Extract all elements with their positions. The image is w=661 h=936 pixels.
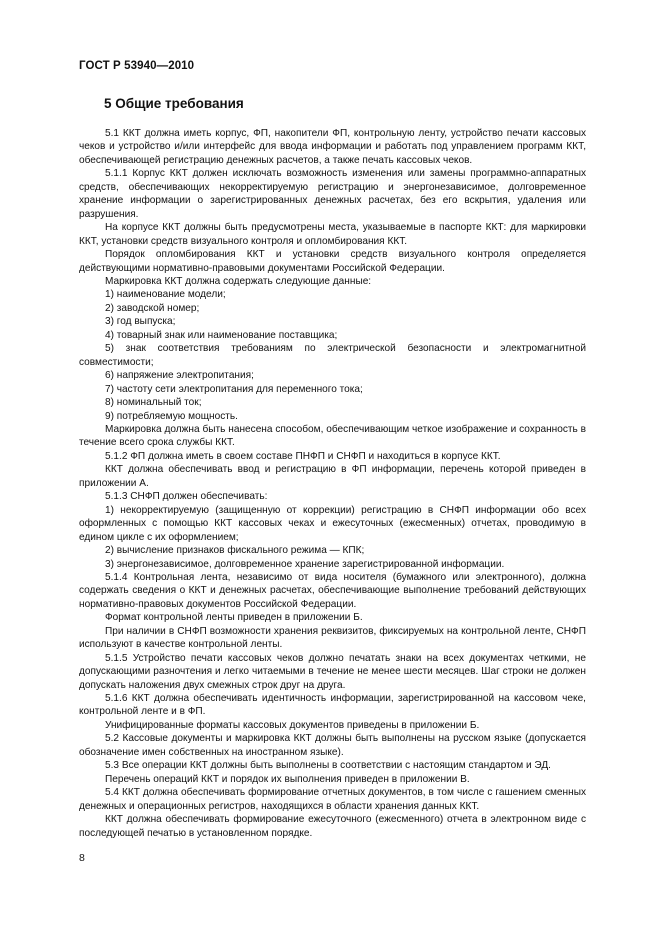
paragraph-5-1-6: 5.1.6 ККТ должна обеспечивать идентичность информации, зарегистрированной на кассовом чеке, контрольной ленте и в ФП. [79,693,586,718]
marking-list-item: 5) знак соответствия требованиям по электрической безопасности и электромагнитной совместимости; [79,343,586,368]
paragraph-control-tape-format: Формат контрольной ленты приведен в приложении Б. [105,612,363,624]
paragraph-5-2: 5.2 Кассовые документы и маркировка ККТ должны быть выполнены на русском языке (допускается обозначение имен собственных на иностранном языке). [79,733,586,758]
paragraph-5-3: 5.3 Все операции ККТ должны быть выполнены в соответствии с настоящим стандартом и ЭД. [105,760,551,772]
paragraph-5-1-4: 5.1.4 Контрольная лента, независимо от вида носителя (бумажного или электронного), должна содержать сведения о ККТ и денежных расчетах, обеспечивающие выполнение требований действующих нормативно-правовых документов Российской Федерации. [79,571,586,610]
paragraph-housing-places: На корпусе ККТ должны быть предусмотрены места, указываемые в паспорте ККТ: для маркировки ККТ, установки средств визуального контроля и опломбирования ККТ. [79,222,586,247]
standard-header: ГОСТ Р 53940—2010 [79,60,195,72]
page-number: 8 [79,852,85,864]
marking-list-item: 8) номинальный ток; [105,397,202,409]
marking-list-item: 1) наименование модели; [105,289,226,301]
paragraph-5-1-1: 5.1.1 Корпус ККТ должен исключать возможность изменения или замены программно-аппаратных средств, обеспечивающих некорректируемую регистрацию и энергонезависимое, долговременное хранение информации о зарегистрированных денежных расчетах, без его вскрытия, удаления или разрушения. [79,168,586,220]
marking-list-item: 7) частоту сети электропитания для переменного тока; [105,383,363,395]
paragraph-fp-input: ККТ должна обеспечивать ввод и регистрацию в ФП информации, перечень которой приведен в приложении А. [79,464,586,489]
paragraph-marking-intro: Маркировка ККТ должна содержать следующие данные: [105,275,372,287]
paragraph-5-4: 5.4 ККТ должна обеспечивать формирование отчетных документов, в том числе с гашением сменных денежных и операционных регистров, находящихся в области хранения данных ККТ. [79,787,586,812]
paragraph-5-1: 5.1 ККТ должна иметь корпус, ФП, накопители ФП, контрольную ленту, устройство печати кассовых чеков и устройство и/или интерфейс для ввода информации и работать под управлением программ ККТ, обеспечивающей регистрацию денежных расчетов, а также печать кассовых чеков. [79,128,586,166]
paragraph-5-1-3: 5.1.3 СНФП должен обеспечивать: [105,491,268,503]
marking-list-item: 6) напряжение электропитания; [105,370,254,382]
paragraph-operations-list: Перечень операций ККТ и порядок их выполнения приведен в приложении В. [105,773,470,785]
paragraph-unified-formats: Унифицированные форматы кассовых документов приведены в приложении Б. [105,719,480,731]
paragraph-daily-report: ККТ должна обеспечивать формирование ежесуточного (ежесменного) отчета в электронном виде с последующей печатью в установленном порядке. [79,814,586,839]
marking-list-item: 9) потребляемую мощность. [105,410,238,422]
marking-list-item: 2) заводской номер; [105,302,200,314]
marking-list-item: 3) год выпуска; [105,316,176,328]
paragraph-marking-quality: Маркировка должна быть нанесена способом, обеспечивающим четкое изображение и сохранность в течение всего срока службы ККТ. [79,423,586,449]
snfp-list-item: 1) некорректируемую (защищенную от коррекции) регистрацию в СНФП информации обо всех оформленных с помощью ККТ кассовых чеках и ежесуточных (ежесменных) отчетах, проводимую в едином цикле с их оформлением; [79,504,586,543]
paragraph-sealing-order: Порядок опломбирования ККТ и установки средств визуального контроля определяется действующими нормативно-правовыми документами Российской Федерации. [79,249,586,274]
section-body [79,127,586,840]
paragraph-5-1-2: 5.1.2 ФП должна иметь в своем составе ПНФП и СНФП и находиться в корпусе ККТ. [105,450,501,462]
snfp-list-item: 3) энергонезависимое, долговременное хранение зарегистрированной информации. [105,558,505,570]
paragraph-snfp-as-tape: При наличии в СНФП возможности хранения реквизитов, фиксируемых на контрольной ленте, СНФП используют в качестве контрольной ленты. [79,625,586,651]
section-title: 5 Общие требования [104,96,244,111]
paragraph-5-1-5: 5.1.5 Устройство печати кассовых чеков должно печатать знаки на всех документах четкими, не допускающими разночтения и легко читаемыми в течение не менее шести месяцев. Шаг строки не должен допускать наложения двух смежных строк друг на друга. [79,652,586,691]
marking-list-item: 4) товарный знак или наименование поставщика; [105,329,338,341]
snfp-list-item: 2) вычисление признаков фискального режима — КПК; [105,545,365,557]
